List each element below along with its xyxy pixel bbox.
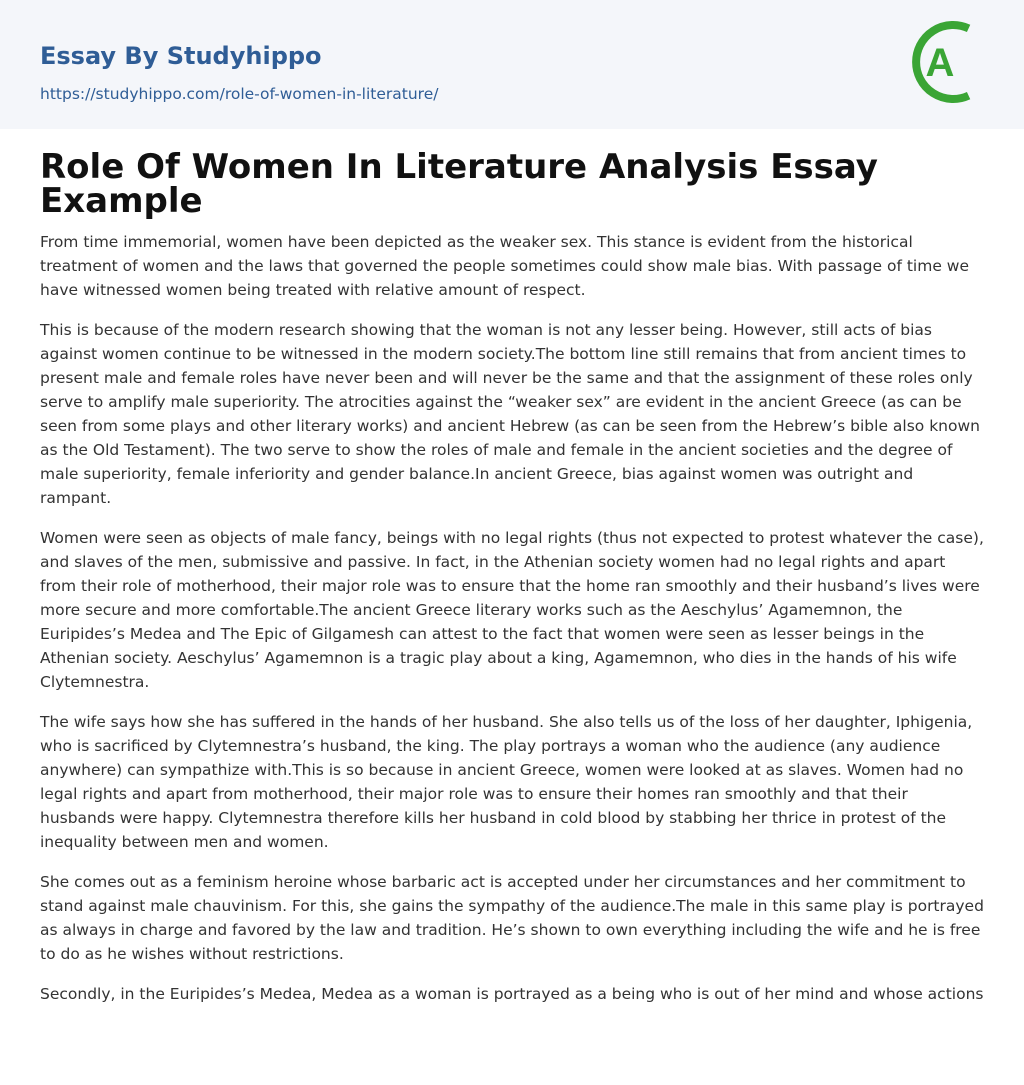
site-title[interactable]: Essay By Studyhippo [40, 42, 322, 70]
article [40, 147, 986, 1022]
paragraph: She comes out as a feminism heroine whose barbaric act is accepted under her circumstances and her commitment to stand against male chauvinism. For this, she gains the sympathy of the audience.The male in this same play is portrayed as always in charge and favored by the law and tradition. He’s shown to own everything including the wife and he is free to do as he wishes without restrictions. [40, 873, 984, 963]
site-header [0, 0, 1024, 129]
paragraph: The wife says how she has suffered in the hands of her husband. She also tells us of the loss of her daughter, Iphigenia, who is sacrificed by Clytemnestra’s husband, the king. The play portrays a woman who the audience (any audience anywhere) can sympathize with.This is so because in ancient Greece, women were looked at as slaves. Women had no legal rights and apart from motherhood, their major role was to ensure their homes ran smoothly and that their husbands were happy. Clytemnestra therefore kills her husband in cold blood by stabbing her thrice in protest of the inequality between men and women. [40, 713, 973, 851]
paragraph: Women were seen as objects of male fancy, beings with no legal rights (thus not expected to protest whatever the case), and slaves of the men, submissive and passive. In fact, in the Athenian society women had no legal rights and apart from their role of motherhood, their major role was to ensure that the home ran smoothly and their husband’s lives were more secure and more comfortable.The ancient Greece literary works such as the Aeschylus’ Agamemnon, the Euripides’s Medea and The Epic of Gilgamesh can attest to the fact that women were seen as lesser beings in the Athenian society. Aeschylus’ Agamemnon is a tragic play about a king, Agamemnon, who dies in the hands of his wife Clytemnestra. [40, 529, 984, 691]
logo-letter: A [925, 41, 955, 85]
page-title: Role Of Women In Literature Analysis Essay Example [40, 147, 878, 221]
essay-url-link[interactable]: https://studyhippo.com/role-of-women-in-literature/ [40, 85, 439, 103]
paragraph: Secondly, in the Euripides’s Medea, Medea as a woman is portrayed as a being who is out of her mind and whose actions [40, 985, 984, 1003]
article-body [40, 230, 986, 1006]
paragraph: This is because of the modern research showing that the woman is not any lesser being. However, still acts of bias against women continue to be witnessed in the modern society.The bottom line still remains that from ancient times to present male and female roles have never been and will never be the same and that the assignment of these roles only serve to amplify male superiority. The atrocities against the “weaker sex” are evident in the ancient Greece (as can be seen from some plays and other literary works) and ancient Hebrew (as can be seen from the Hebrew’s bible also known as the Old Testament). The two serve to show the roles of male and female in the ancient societies and the degree of male superiority, female inferiority and gender balance.In ancient Greece, bias against women was outright and rampant. [40, 321, 980, 507]
paragraph: From time immemorial, women have been depicted as the weaker sex. This stance is evident from the historical treatment of women and the laws that governed the people sometimes could show male bias. With passage of time we have witnessed women being treated with relative amount of respect. [40, 233, 970, 299]
studyhippo-logo-icon[interactable] [910, 18, 990, 106]
